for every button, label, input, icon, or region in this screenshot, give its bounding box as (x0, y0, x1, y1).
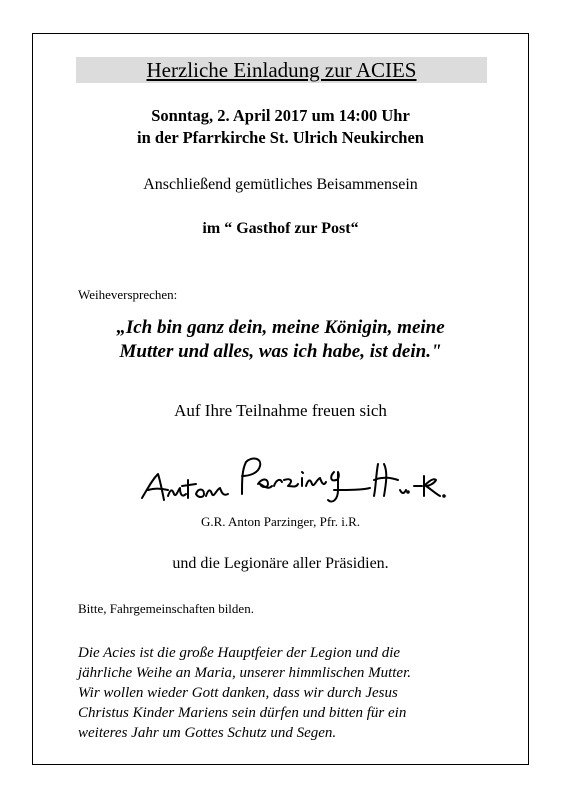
inn-line: im “ Gasthof zur Post“ (202, 220, 359, 237)
date-line: Sonntag, 2. April 2017 um 14:00 Uhr (151, 106, 410, 125)
vow-text-line-2: Mutter und alles, was ich habe, ist dein." (119, 341, 442, 362)
invitation-title: Herzliche Einladung zur ACIES (146, 58, 417, 82)
vow-label: Weiheversprechen: (78, 287, 178, 302)
signer-name: G.R. Anton Parzinger, Pfr. i.R. (200, 514, 361, 529)
vow-text-line-1: „Ich bin ganz dein, meine Königin, meine (116, 317, 445, 338)
place-line: in der Pfarrkirche St. Ulrich Neukirchen (137, 128, 424, 147)
closing-line-3: Wir wollen wieder Gott danken, dass wir durch Jesus (78, 685, 398, 701)
closing-line-2: jährliche Weihe an Maria, unserer himmlischen Mutter. (78, 665, 412, 681)
closing-line-5: weiteres Jahr um Gottes Schutz und Segen. (78, 725, 337, 741)
carpool-note: Bitte, Fahrgemeinschaften bilden. (78, 601, 254, 616)
thanks-line: Auf Ihre Teilnahme freuen sich (174, 401, 387, 420)
title-banner (76, 57, 487, 83)
closing-line-1: Die Acies ist die große Hauptfeier der Legion und die (78, 645, 401, 661)
handwritten-signature (138, 450, 450, 510)
gathering-line: Anschließend gemütliches Beisammensein (143, 176, 418, 193)
closing-line-4: Christus Kinder Mariens sein dürfen und bitten für ein (78, 705, 407, 721)
legionaries-line: und die Legionäre aller Präsidien. (172, 555, 389, 572)
closing-paragraph (78, 643, 518, 743)
